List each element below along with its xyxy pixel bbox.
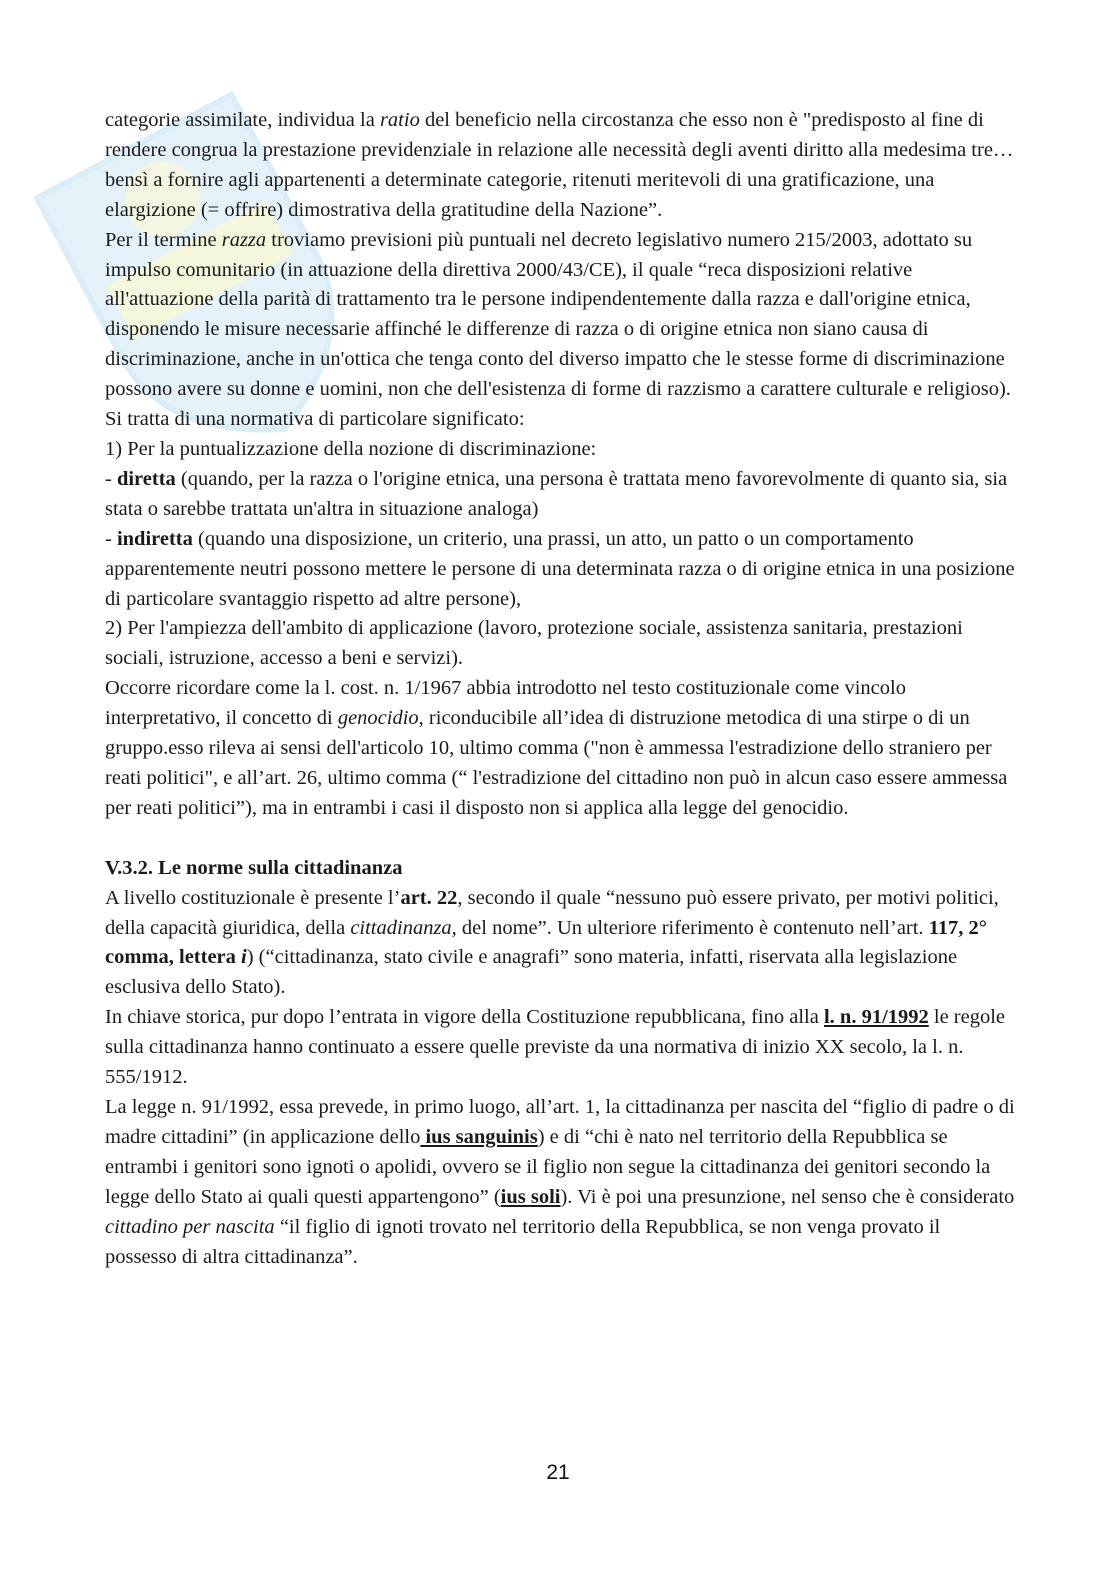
list-item: 1) Per la puntualizzazione della nozione di discriminazione:: [105, 437, 597, 460]
list-item: 2) Per l'ampiezza dell'ambito di applicazione (lavoro, protezione sociale, assistenza sanitaria, prestazioni sociali, istruzione, accesso a beni e servizi).: [105, 617, 963, 670]
paragraph: categorie assimilate, individua la ratio del beneficio nella circostanza che esso non è "predisposto al fine di rendere congrua la prestazione previdenziale in relazione alle necessità degli aventi diritto alla medesima tre… bensì a fornire agli appartenenti a determinate categorie, ritenuti meritevoli di una gratificazione, una elargizione (= offrire) dimostrativa della gratitudine della Nazione”.: [105, 109, 1014, 221]
paragraph: La legge n. 91/1992, essa prevede, in primo luogo, all’art. 1, la cittadinanza per nascita del “figlio di padre o di madre cittadini” (in applicazione dello ius sanguinis) e di “chi è nato nel territorio della Repubblica se entrambi i genitori sono ignoti o apolidi, ovvero se il figlio non segue la cittadinanza dei genitori secondo la legge dello Stato ai quali questi appartengono” (ius soli). Vi è poi una presunzione, nel senso che è considerato cittadino per nascita “il figlio di ignoti trovato nel territorio della Repubblica, se non venga provato il possesso di altra cittadinanza”.: [105, 1096, 1015, 1268]
paragraph: Si tratta di una normativa di particolare significato:: [105, 408, 525, 431]
ius-sanguinis-term: ius sanguinis: [420, 1125, 538, 1148]
law-reference: l. n. 91/1992: [823, 1006, 929, 1029]
list-item: - diretta (quando, per la razza o l'origine etnica, una persona è trattata meno favorevolmente di quanto sia, sia stata o sarebbe trattata un'altra in situazione analoga): [105, 467, 1008, 520]
paragraph: In chiave storica, pur dopo l’entrata in vigore della Costituzione repubblicana, fino alla l. n. 91/1992 le regole sulla cittadinanza hanno continuato a essere quelle previste da una normativa di inizio XX secolo, la l. n. 555/1912.: [105, 1006, 1006, 1089]
page-number: 21: [546, 1461, 570, 1484]
paragraph: Per il termine razza troviamo previsioni più puntuali nel decreto legislativo numero 215/2003, adottato su impulso comunitario (in attuazione della direttiva 2000/43/CE), il quale “reca disposizioni relative all'attuazione della parità di trattamento tra le persone indipendentemente dalla razza e dall'origine etnica, disponendo le misure necessarie affinché le differenze di razza o di origine etnica non siano causa di discriminazione, anche in un'ottica che tenga conto del diverso impatto che le stesse forme di discriminazione possono avere su donne e uomini, non che dell'esistenza di forme di razzismo a carattere culturale e religioso).: [105, 228, 1011, 401]
paragraph: A livello costituzionale è presente l’art. 22, secondo il quale “nessuno può essere privato, per motivi politici, della capacità giuridica, della cittadinanza, del nome”. Un ulteriore riferimento è contenuto nell’art. 117, 2° comma, lettera i) (“cittadinanza, stato civile e anagrafi” sono materia, infatti, riservata alla legislazione esclusiva dello Stato).: [105, 886, 999, 999]
list-item: - indiretta (quando una disposizione, un criterio, una prassi, un atto, un patto o un comportamento apparentemente neutri possono mettere le persone di una determinata razza o di origine etnica in una posizione di particolare svantaggio rispetto ad altre persone),: [105, 527, 1015, 610]
paragraph: Occorre ricordare come la l. cost. n. 1/1967 abbia introdotto nel testo costituzionale come vincolo interpretativo, il concetto di genocidio, riconducibile all’idea di distruzione metodica di una stirpe o di un gruppo.esso rileva ai sensi dell'articolo 10, ultimo comma ("non è ammessa l'estradizione dello straniero per reati politici", e all’art. 26, ultimo comma (“ l'estradizione del cittadino non può in alcun caso essere ammessa per reati politici”), ma in entrambi i casi il disposto non si applica alla legge del genocidio.: [105, 677, 1008, 819]
section-heading: V.3.2. Le norme sulla cittadinanza: [105, 856, 403, 879]
document-body: [105, 106, 1017, 1272]
ius-soli-term: ius soli: [500, 1185, 561, 1208]
